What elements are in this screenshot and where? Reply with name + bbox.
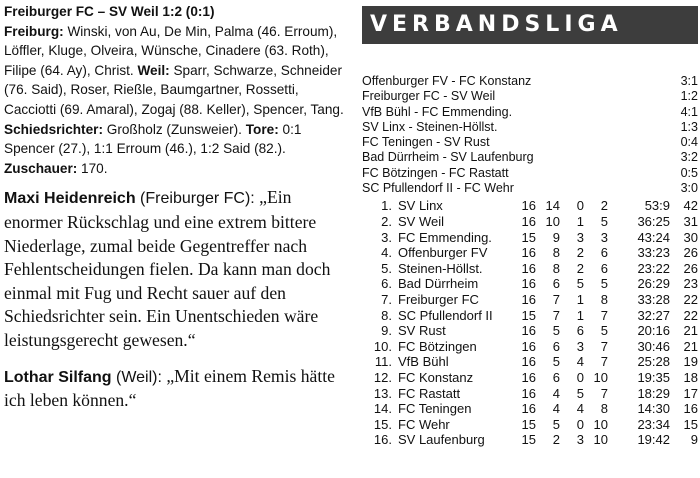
table-goals: 43:24: [637, 229, 670, 245]
result-match: Offenburger FV - FC Konstanz: [362, 74, 532, 88]
table-games: 15: [521, 307, 536, 323]
table-draws: 0: [576, 369, 584, 385]
table-wins: 6: [552, 338, 560, 354]
table-row: [362, 276, 698, 292]
lineup-away: Sparr, Schwarze, Schneider (76. Said), Roser, Rießle, Baumgartner, Rossetti, Cacciotti (69. Amaral), Zogaj (88. Keller), Spencer, Tang.: [4, 62, 344, 117]
table-team: VfB Bühl: [398, 354, 449, 370]
result-row: [362, 181, 698, 196]
result-match: SC Pfullendorf II - FC Wehr: [362, 181, 514, 196]
result-score: 1:2: [680, 89, 698, 104]
table-losses: 6: [600, 260, 608, 276]
table-goals: 20:16: [637, 323, 670, 339]
table-losses: 5: [600, 213, 608, 229]
table-row: [362, 323, 698, 339]
match-report: [4, 2, 344, 178]
table-draws: 1: [576, 307, 584, 323]
table-points: 42: [683, 198, 698, 214]
table-points: 21: [683, 323, 698, 339]
table-losses: 6: [600, 245, 608, 261]
table-points: 26: [683, 260, 698, 276]
table-games: 16: [521, 338, 536, 354]
result-match: SV Linx - Steinen-Höllst.: [362, 119, 498, 134]
result-row: [362, 74, 698, 89]
result-row: [362, 166, 698, 181]
goals-label: Tore:: [245, 121, 279, 137]
table-points: 15: [683, 416, 698, 432]
table-row: [362, 417, 698, 433]
table-draws: 3: [576, 229, 584, 245]
table-points: 18: [683, 369, 698, 385]
table-goals: 14:30: [637, 401, 670, 417]
table-wins: 6: [552, 276, 560, 292]
referee-label: Schiedsrichter:: [4, 121, 103, 137]
table-row: [362, 401, 698, 417]
table-row: [362, 261, 698, 277]
table-team: FC Rastatt: [398, 385, 461, 401]
table-wins: 7: [552, 291, 560, 307]
league-title: VERBANDSLIGA: [362, 6, 698, 44]
table-losses: 10: [593, 432, 608, 448]
table-losses: 3: [600, 229, 608, 245]
table-draws: 1: [576, 291, 584, 307]
quote-club: (Freiburger FC):: [135, 190, 255, 208]
result-row: [362, 135, 698, 150]
table-team: FC Konstanz: [398, 369, 474, 385]
quote-speaker: Lothar Silfang: [4, 368, 112, 386]
table-goals: 33:23: [637, 245, 670, 261]
lineup-away-label: Weil:: [137, 62, 170, 78]
table-losses: 7: [600, 385, 608, 401]
table-draws: 5: [576, 385, 584, 401]
table-rank: 14.: [373, 401, 392, 417]
table-games: 16: [521, 213, 536, 229]
table-points: 19: [683, 354, 698, 370]
table-row: [362, 339, 698, 355]
table-wins: 14: [545, 198, 560, 214]
table-draws: 3: [576, 432, 584, 448]
table-games: 16: [521, 198, 536, 214]
table-points: 31: [683, 213, 698, 229]
table-rank: 3.: [381, 229, 392, 245]
result-match: FC Teningen - SV Rust: [362, 135, 490, 150]
table-losses: 8: [600, 401, 608, 417]
table-wins: 9: [552, 229, 560, 245]
lineup-home: Winski, von Au, De Min, Palma (46. Erroum), Löffler, Kluge, Olveira, Wünsche, Cinadere (63. Roth), Filipe (64. Ay), Christ.: [4, 23, 338, 78]
table-wins: 4: [552, 385, 560, 401]
table-rank: 16.: [373, 432, 392, 448]
result-match: Bad Dürrheim - SV Laufenburg: [362, 150, 534, 165]
result-score: 3:1: [680, 74, 698, 88]
result-row: [362, 105, 698, 120]
table-row: [362, 198, 698, 214]
table-points: 17: [683, 385, 698, 401]
table-draws: 4: [576, 401, 584, 417]
table-team: SC Pfullendorf II: [398, 307, 493, 323]
table-games: 16: [521, 385, 536, 401]
table-team: FC Bötzingen: [398, 338, 477, 354]
table-rank: 12.: [373, 369, 392, 385]
league-column: [362, 6, 698, 448]
table-team: Offenburger FV: [398, 245, 488, 261]
table-team: FC Emmending.: [398, 229, 492, 245]
table-goals: 53:9: [644, 198, 670, 214]
result-match: VfB Bühl - FC Emmending.: [362, 104, 513, 119]
table-team: SV Weil: [398, 213, 444, 229]
table-rank: 2.: [381, 213, 392, 229]
table-goals: 23:22: [637, 260, 670, 276]
table-team: Freiburger FC: [398, 291, 479, 307]
quote-speaker: Maxi Heidenreich: [4, 190, 136, 208]
table-losses: 7: [600, 307, 608, 323]
table-points: 22: [683, 307, 698, 323]
table-games: 16: [521, 354, 536, 370]
table-goals: 23:34: [637, 416, 670, 432]
referee: Großholz (Zunsweier).: [102, 121, 246, 137]
standings-table: [362, 198, 698, 448]
table-draws: 6: [576, 323, 584, 339]
table-losses: 7: [600, 354, 608, 370]
table-games: 16: [521, 276, 536, 292]
table-goals: 33:28: [637, 291, 670, 307]
table-wins: 2: [552, 432, 560, 448]
table-losses: 5: [600, 276, 608, 292]
table-row: [362, 432, 698, 448]
table-draws: 1: [576, 213, 584, 229]
table-draws: 2: [576, 260, 584, 276]
table-draws: 0: [576, 198, 584, 214]
table-losses: 10: [593, 416, 608, 432]
table-wins: 5: [552, 416, 560, 432]
table-rank: 5.: [381, 260, 392, 276]
table-points: 30: [683, 229, 698, 245]
table-games: 15: [521, 432, 536, 448]
match-report-column: [4, 2, 344, 413]
result-score: 0:5: [680, 165, 698, 180]
table-losses: 2: [600, 198, 608, 214]
result-score: 4:1: [680, 104, 698, 119]
table-wins: 8: [552, 260, 560, 276]
table-points: 22: [683, 291, 698, 307]
table-rank: 15.: [373, 416, 392, 432]
table-wins: 8: [552, 245, 560, 261]
table-team: SV Rust: [398, 323, 446, 339]
result-row: [362, 89, 698, 104]
table-team: FC Teningen: [398, 401, 472, 417]
quote-away-coach: [4, 365, 344, 413]
table-team: Steinen-Höllst.: [398, 260, 483, 276]
table-goals: 36:25: [637, 213, 670, 229]
table-row: [362, 214, 698, 230]
table-draws: 4: [576, 354, 584, 370]
table-row: [362, 230, 698, 246]
table-games: 16: [521, 245, 536, 261]
table-row: [362, 386, 698, 402]
table-row: [362, 292, 698, 308]
table-wins: 7: [552, 307, 560, 323]
table-wins: 4: [552, 401, 560, 417]
table-points: 9: [690, 432, 698, 448]
table-wins: 5: [552, 323, 560, 339]
goals: 0:1 Spencer (27.), 1:1 Erroum (46.), 1:2 Said (82.).: [4, 121, 302, 157]
table-rank: 9.: [381, 323, 392, 339]
table-rank: 13.: [373, 385, 392, 401]
table-team: SV Linx: [398, 198, 443, 214]
table-losses: 10: [593, 369, 608, 385]
table-rank: 6.: [381, 276, 392, 292]
table-games: 16: [521, 401, 536, 417]
result-match: FC Bötzingen - FC Rastatt: [362, 165, 509, 180]
spectators-label: Zuschauer:: [4, 160, 78, 176]
quote-text: „Mit einem Remis hätte ich leben können.“: [4, 365, 335, 411]
table-losses: 8: [600, 291, 608, 307]
table-rank: 4.: [381, 245, 392, 261]
result-row: [362, 120, 698, 135]
quote-club: (Weil):: [111, 368, 162, 386]
table-goals: 19:35: [637, 369, 670, 385]
table-wins: 10: [545, 213, 560, 229]
match-headline: Freiburger FC – SV Weil 1:2 (0:1): [4, 4, 215, 19]
table-goals: 19:42: [637, 432, 670, 448]
table-games: 16: [521, 291, 536, 307]
result-score: 3:0: [680, 181, 698, 196]
table-games: 15: [521, 229, 536, 245]
lineup-home-label: Freiburg:: [4, 23, 64, 39]
table-goals: 32:27: [637, 307, 670, 323]
table-goals: 26:29: [637, 276, 670, 292]
table-rank: 10.: [373, 338, 392, 354]
table-goals: 25:28: [637, 354, 670, 370]
table-team: Bad Dürrheim: [398, 276, 479, 292]
table-draws: 5: [576, 276, 584, 292]
table-draws: 2: [576, 245, 584, 261]
result-match: Freiburger FC - SV Weil: [362, 89, 496, 104]
table-games: 15: [521, 416, 536, 432]
quote-text: „Ein enormer Rückschlag und eine extrem bittere Niederlage, zumal beide Gegentreffer nach Fehlentscheidungen fielen. Da kann man doch einmal mit Fug und Recht sauer auf den Schiedsrichter sein. Ein Unentschieden wäre leistungsgerecht gewesen.“: [4, 187, 331, 350]
table-rank: 11.: [374, 354, 392, 370]
table-rank: 1.: [381, 198, 392, 214]
result-score: 1:3: [680, 119, 698, 134]
table-games: 16: [521, 260, 536, 276]
result-score: 0:4: [680, 135, 698, 150]
table-rank: 7.: [381, 291, 392, 307]
table-row: [362, 370, 698, 386]
table-team: FC Wehr: [398, 416, 450, 432]
table-wins: 6: [552, 369, 560, 385]
results-list: [362, 74, 698, 196]
table-points: 26: [683, 245, 698, 261]
table-rank: 8.: [381, 307, 392, 323]
quote-home-coach: [4, 186, 344, 352]
table-games: 16: [521, 323, 536, 339]
table-team: SV Laufenburg: [398, 432, 485, 448]
table-points: 16: [683, 401, 698, 417]
table-losses: 7: [600, 338, 608, 354]
table-points: 23: [683, 276, 698, 292]
table-row: [362, 308, 698, 324]
table-wins: 5: [552, 354, 560, 370]
table-row: [362, 245, 698, 261]
table-draws: 3: [576, 338, 584, 354]
table-losses: 5: [600, 323, 608, 339]
table-row: [362, 354, 698, 370]
table-points: 21: [683, 338, 698, 354]
result-row: [362, 150, 698, 165]
result-score: 3:2: [680, 150, 698, 165]
table-goals: 18:29: [637, 385, 670, 401]
table-games: 16: [521, 369, 536, 385]
spectators: 170.: [77, 160, 108, 176]
table-draws: 0: [576, 416, 584, 432]
table-goals: 30:46: [637, 338, 670, 354]
